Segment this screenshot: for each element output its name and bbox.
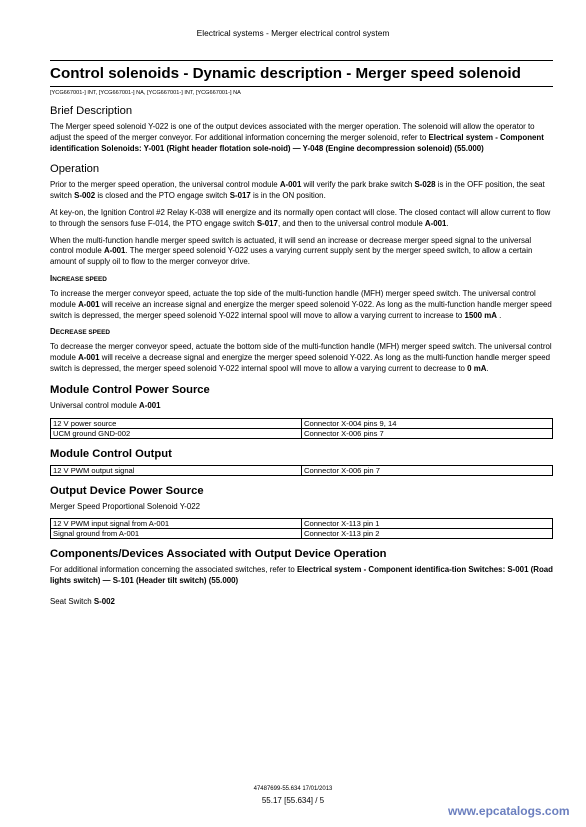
- increase-speed-heading: INCREASE SPEED: [50, 273, 107, 283]
- decrease-speed-heading: DECREASE SPEED: [50, 327, 111, 337]
- operation-paragraph-2: At key-on, the Ignition Control #2 Relay K-038 will energize and its normally open contact will close. The closed contact will allow current to flow to through the sensors fuse F-014, the PTO engage switch S-017, and then to the universal control module A-001.: [50, 207, 551, 228]
- device-power-table: [50, 518, 553, 539]
- brief-paragraph: [50, 122, 553, 154]
- module-power-label: Universal control module A-001: [50, 400, 161, 410]
- operation-heading: Operation: [50, 163, 100, 176]
- table-row: 12 V PWM output signal Connector X-006 pin 7: [51, 465, 553, 475]
- module-power-heading: Module Control Power Source: [50, 383, 210, 396]
- footer-reference: 47487699-55.634 17/01/2013: [253, 786, 333, 792]
- operation-paragraph-1: Prior to the merger speed operation, the universal control module A-001 will verify the park brake switch S-028 is in the OFF position, the seat switch S-002 is closed and the PTO engage switch S-017 is in the ON position.: [50, 180, 545, 201]
- brief-text: The Merger speed solenoid Y-022 is one of the output devices associated with the merger operation. The solenoid will allow the operator to adjust the speed of the merger conveyor. For additional information concerning the merger solenoid, refer to: [50, 122, 535, 142]
- model-codes: [YCG667001-] INT, [YCG667001-] NA, [YCG667001-] INT, [YCG667001-] NA: [50, 90, 241, 96]
- brief-heading: Brief Description: [50, 105, 133, 117]
- page-header: Electrical systems - Merger electrical control system: [196, 28, 390, 38]
- operation-paragraph-3: When the multi-function handle merger speed switch is actuated, it will send an increase or decrease merger speed signal to the universal control module A-001. The merger speed solenoid Y-022 uses a varying current supply sent by the merger speed switch, to allow a certain amount of supply oil to flow to the merger conveyor drive.: [50, 235, 533, 267]
- decrease-speed-paragraph: To decrease the merger conveyor speed, actuate the bottom side of the multi-function handle (MFH) merger speed switch. The universal control module A-001 will receive a decrease signal and energize the merger speed solenoid Y-022. As long as the multi-function handle merger speed switch is depressed, the merger speed solenoid Y-022 internal spool will move to allow a varying current to decrease to 0 mA.: [50, 342, 552, 373]
- table-row: 12 V power source Connector X-004 pins 9, 14: [51, 418, 553, 428]
- increase-speed-paragraph: To increase the merger conveyor speed, actuate the top side of the multi-function handle (MFH) merger speed switch. The universal control module A-001 will receive an increase signal and energize the merger speed solenoid Y-022. As long as the multi-function handle merger speed switch is depressed, the merger speed solenoid Y-022 internal spool will move to allow a varying current to increase to 1500 mA .: [50, 288, 552, 320]
- page-title: Control solenoids - Dynamic description - Merger speed solenoid: [50, 60, 553, 87]
- footer-page-number: 55.17 [55.634] / 5: [261, 796, 325, 805]
- table-row: 12 V PWM input signal from A-001 Connector X-113 pin 1: [51, 519, 553, 529]
- watermark: www.epcatalogs.com: [448, 804, 570, 818]
- device-power-label: Merger Speed Proportional Solenoid Y-022: [50, 501, 201, 511]
- module-output-table: [50, 465, 553, 476]
- module-output-heading: Module Control Output: [50, 447, 172, 460]
- module-power-table: [50, 418, 553, 439]
- device-power-heading: Output Device Power Source: [50, 484, 204, 497]
- components-heading: Components/Devices Associated with Output Device Operation: [50, 548, 387, 561]
- document-body: [50, 60, 553, 614]
- components-reference-link[interactable]: Electrical system - Component identifica-tion Switches: S-001 (Road lights switch) — S-101 (Header tilt switch) (55.000): [50, 565, 553, 586]
- components-paragraph: For additional information concerning the associated switches, refer to Electrical system - Component identifica-tion Switches: S-001 (Road lights switch) — S-101 (Header tilt switch) (55.000): [50, 565, 553, 586]
- seat-switch-label: Seat Switch S-002: [50, 596, 115, 606]
- table-row: Signal ground from A-001 Connector X-113 pin 2: [51, 529, 553, 539]
- table-row: UCM ground GND-002 Connector X-006 pins 7: [51, 428, 553, 438]
- brief-reference-link[interactable]: Electrical system - Component identification Solenoids: Y-001 (Right header flotation sole-noid) — Y-048 (Engine decompression solenoid) (55.000): [50, 132, 544, 153]
